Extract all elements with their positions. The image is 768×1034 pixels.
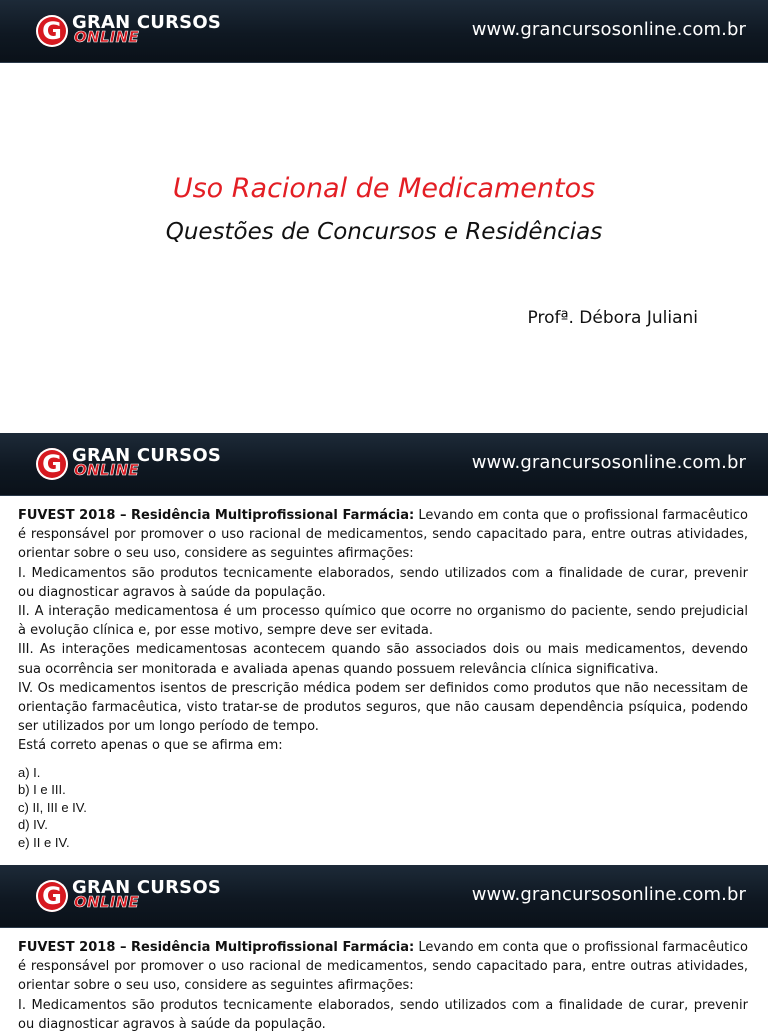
option-b: b) I e III. xyxy=(18,782,66,798)
question-slide xyxy=(0,865,768,1032)
gran-cursos-logo xyxy=(36,877,222,915)
gran-cursos-logo xyxy=(36,445,222,483)
site-url: www.grancursosonline.com.br xyxy=(471,19,746,40)
statement-4: IV. Os medicamentos isentos de prescrição médica podem ser definidos como produtos que não necessitam de orientação farmacêutica, visto tratar-se de produtos seguros, que não causam dependência psíquica, podendo ser utilizados por um longo período de tempo. xyxy=(18,680,748,735)
logo-g-icon: G xyxy=(36,15,68,47)
question-source: FUVEST 2018 – Residência Multiprofissional Farmácia: xyxy=(18,508,415,523)
gran-cursos-logo xyxy=(36,12,222,50)
statement-1: I. Medicamentos são produtos tecnicamente elaborados, sendo utilizados com a finalidade de curar, prevenir ou diagnosticar agravos à saúde da população. xyxy=(18,997,748,1032)
logo-sub-text: ONLINE xyxy=(74,28,140,46)
author-name: Profª. Débora Juliani xyxy=(527,308,698,328)
header-banner xyxy=(0,865,768,928)
option-e: e) II e IV. xyxy=(18,834,70,850)
site-url: www.grancursosonline.com.br xyxy=(471,452,746,473)
option-d: d) IV. xyxy=(18,817,48,833)
logo-sub-text: ONLINE xyxy=(74,893,140,911)
question-intro: FUVEST 2018 – Residência Multiprofissional Farmácia: Levando em conta que o profissional farmacêutico é responsável por promover o uso racional de medicamentos, sendo capacitado para, entre outras atividades, orientar sobre o seu uso, considere as seguintes afirmações: xyxy=(18,508,748,562)
statement-2: II. A interação medicamentosa é um processo químico que ocorre no organismo do paciente, sendo prejudicial à evolução clínica e, por esse motivo, sempre deve ser evitada. xyxy=(18,604,748,639)
question-text xyxy=(0,928,768,1034)
header-banner xyxy=(0,0,768,63)
slide-subtitle: Questões de Concursos e Residências xyxy=(165,219,603,245)
site-url: www.grancursosonline.com.br xyxy=(471,884,746,905)
slide-title: Uso Racional de Medicamentos xyxy=(172,173,596,204)
logo-main-text: GRAN CURSOS xyxy=(72,877,222,898)
header-banner xyxy=(0,433,768,496)
statement-3: III. As interações medicamentosas acontecem quando são associados dois ou mais medicamentos, devendo sua ocorrência ser monitorada e avaliada apenas quando possuem relevância clínica significativa. xyxy=(18,642,748,677)
answer-options xyxy=(18,764,748,852)
question-intro: FUVEST 2018 – Residência Multiprofissional Farmácia: Levando em conta que o profissional farmacêutico é responsável por promover o uso racional de medicamentos, sendo capacitado para, entre outras atividades, orientar sobre o seu uso, considere as seguintes afirmações: xyxy=(18,940,748,994)
option-a: a) I. xyxy=(18,764,41,780)
question-text xyxy=(0,496,768,851)
logo-sub-text: ONLINE xyxy=(74,461,140,479)
option-c: c) II, III e IV. xyxy=(18,799,87,815)
logo-g-icon: G xyxy=(36,880,68,912)
logo-main-text: GRAN CURSOS xyxy=(72,445,222,466)
logo-g-icon: G xyxy=(36,448,68,480)
title-slide xyxy=(0,0,768,433)
question-prompt: Está correto apenas o que se afirma em: xyxy=(18,738,283,754)
question-slide xyxy=(0,433,768,865)
logo-main-text: GRAN CURSOS xyxy=(72,12,222,33)
question-source: FUVEST 2018 – Residência Multiprofissional Farmácia: xyxy=(18,940,415,955)
statement-1: I. Medicamentos são produtos tecnicamente elaborados, sendo utilizados com a finalidade de curar, prevenir ou diagnosticar agravos à saúde da população. xyxy=(18,565,748,600)
